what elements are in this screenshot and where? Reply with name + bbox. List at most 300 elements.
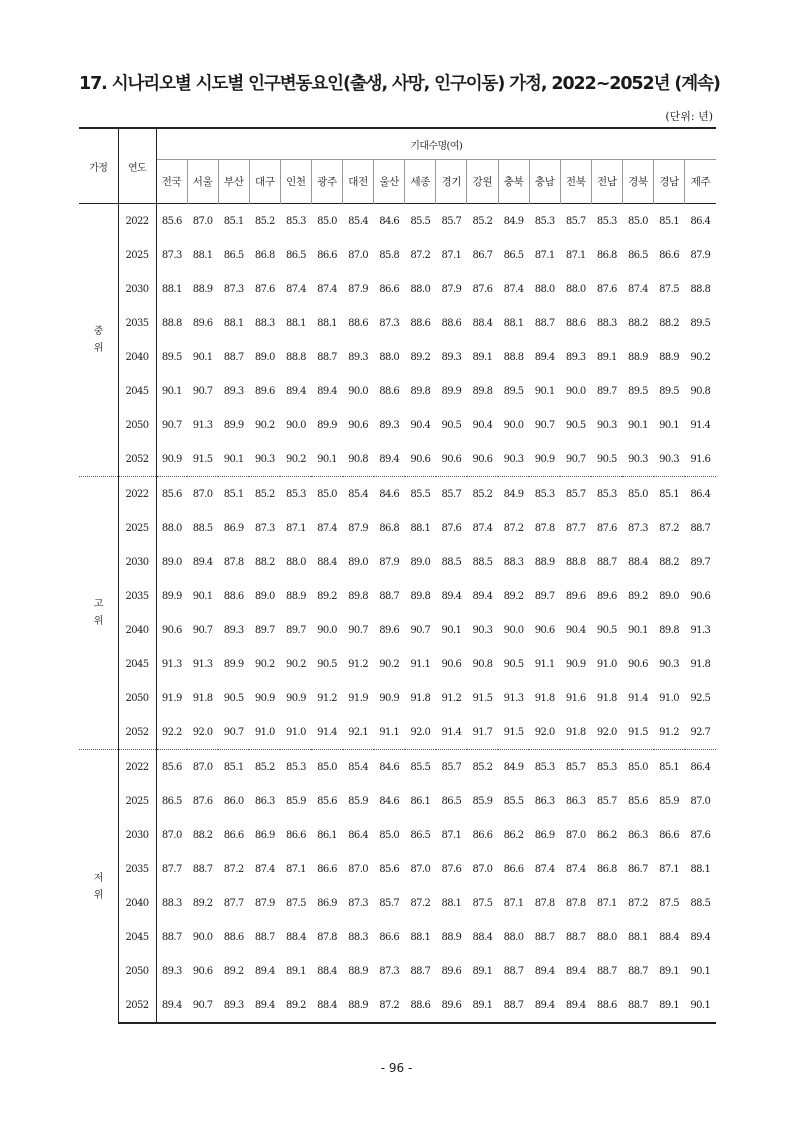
value-cell: 90.9 [254, 692, 275, 704]
value-cell: 89.4 [192, 556, 213, 568]
year-cell: 2030 [118, 545, 156, 579]
value-cell: 90.8 [472, 658, 493, 670]
value-cell: 91.4 [690, 419, 711, 431]
value-cell: 87.7 [565, 522, 586, 534]
value-cell: 91.1 [534, 658, 555, 670]
value-cell: 87.1 [441, 249, 462, 261]
value-cell: 86.5 [441, 795, 462, 807]
table-row [79, 204, 716, 239]
value-cell: 87.6 [441, 522, 462, 534]
value-cell: 88.7 [628, 965, 648, 977]
table-row [79, 715, 716, 750]
year-cell: 2022 [118, 477, 156, 512]
year-cell: 2040 [118, 613, 156, 647]
value-cell: 90.5 [596, 624, 617, 636]
value-cell: 85.2 [249, 477, 280, 512]
value-cell: 86.3 [254, 795, 275, 807]
table-row [79, 818, 716, 852]
region-header: 경북 [622, 160, 653, 204]
value-cell: 89.7 [534, 590, 555, 602]
scenario-label-char: 위 [93, 343, 103, 354]
value-cell: 91.8 [192, 692, 213, 704]
value-cell: 88.0 [596, 931, 617, 943]
value-cell: 85.0 [379, 829, 400, 841]
value-cell: 90.1 [223, 453, 244, 465]
value-cell: 86.9 [254, 829, 275, 841]
value-cell: 89.3 [441, 351, 462, 363]
value-cell: 87.2 [223, 863, 244, 875]
value-cell: 88.1 [285, 317, 306, 329]
value-cell: 90.6 [410, 453, 431, 465]
value-cell: 88.4 [472, 317, 493, 329]
value-cell: 88.6 [223, 590, 244, 602]
value-cell: 91.2 [659, 726, 679, 738]
year-cell: 2050 [118, 408, 156, 442]
value-cell: 86.8 [379, 522, 400, 534]
value-cell: 91.8 [690, 658, 711, 670]
value-cell: 90.3 [659, 453, 679, 465]
value-cell: 92.5 [690, 692, 711, 704]
value-cell: 87.2 [628, 897, 648, 909]
table-row [79, 750, 716, 785]
value-cell: 87.0 [472, 863, 493, 875]
unit-label: (단위: 년) [665, 110, 713, 123]
table-row [79, 920, 716, 954]
value-cell: 85.7 [441, 215, 462, 227]
value-cell: 91.9 [161, 692, 182, 704]
value-cell: 87.9 [690, 249, 711, 261]
value-cell: 85.9 [285, 795, 306, 807]
value-cell: 89.9 [317, 419, 337, 431]
value-cell: 89.4 [560, 988, 591, 1023]
value-cell: 88.9 [659, 351, 679, 363]
value-cell: 87.4 [317, 283, 337, 295]
value-cell: 89.9 [161, 590, 182, 602]
value-cell: 88.5 [690, 897, 711, 909]
value-cell: 87.1 [565, 249, 586, 261]
region-header: 전국 [161, 176, 182, 188]
value-cell: 89.4 [529, 988, 560, 1023]
value-cell: 85.2 [249, 750, 280, 785]
value-cell: 90.9 [379, 692, 400, 704]
value-cell: 88.1 [192, 249, 213, 261]
year-cell: 2030 [118, 272, 156, 306]
value-cell: 86.5 [628, 249, 648, 261]
value-cell: 91.3 [192, 419, 213, 431]
value-cell: 91.8 [534, 692, 555, 704]
year-cell: 2022 [118, 204, 156, 239]
value-cell: 85.3 [534, 215, 555, 227]
year-cell: 2035 [118, 852, 156, 886]
value-cell: 85.7 [436, 477, 467, 512]
value-cell: 88.7 [534, 317, 555, 329]
value-cell: 89.2 [192, 897, 213, 909]
value-cell: 91.2 [441, 692, 462, 704]
value-cell: 86.1 [410, 795, 431, 807]
value-cell: 86.5 [503, 249, 524, 261]
value-cell: 88.4 [311, 988, 342, 1023]
value-cell: 86.9 [534, 829, 555, 841]
table-row [79, 272, 716, 306]
region-header: 강원 [467, 160, 498, 204]
value-cell: 88.9 [192, 283, 213, 295]
value-cell: 90.0 [348, 385, 369, 397]
value-cell: 89.4 [156, 988, 187, 1023]
value-cell: 87.3 [379, 317, 400, 329]
value-cell: 89.4 [317, 385, 337, 397]
value-cell: 87.3 [254, 522, 275, 534]
value-cell: 88.6 [348, 317, 369, 329]
value-cell: 90.3 [596, 419, 617, 431]
value-cell: 88.2 [659, 556, 679, 568]
value-cell: 88.1 [690, 863, 711, 875]
value-cell: 85.7 [560, 750, 591, 785]
value-cell: 88.7 [161, 931, 182, 943]
value-cell: 89.4 [472, 590, 493, 602]
value-cell: 90.6 [441, 658, 462, 670]
year-cell: 2052 [118, 715, 156, 750]
value-cell: 85.3 [285, 215, 306, 227]
value-cell: 89.0 [410, 556, 431, 568]
value-cell: 89.2 [280, 988, 311, 1023]
year-cell: 2040 [118, 886, 156, 920]
value-cell: 85.1 [218, 750, 249, 785]
value-cell: 85.6 [317, 795, 337, 807]
value-cell: 85.4 [343, 477, 374, 512]
value-cell: 89.4 [254, 965, 275, 977]
value-cell: 87.0 [690, 795, 711, 807]
value-cell: 85.1 [218, 477, 249, 512]
value-cell: 90.5 [565, 419, 586, 431]
value-cell: 92.0 [192, 726, 213, 738]
value-cell: 87.9 [441, 283, 462, 295]
value-cell: 90.3 [628, 453, 648, 465]
value-cell: 87.9 [348, 283, 369, 295]
value-cell: 90.6 [161, 624, 182, 636]
value-cell: 90.2 [285, 453, 306, 465]
value-cell: 85.9 [659, 795, 679, 807]
value-cell: 88.7 [498, 988, 529, 1023]
value-cell: 85.7 [379, 897, 400, 909]
value-cell: 87.0 [410, 863, 431, 875]
value-cell: 88.1 [410, 931, 431, 943]
value-cell: 89.9 [223, 658, 244, 670]
value-cell: 86.6 [317, 863, 337, 875]
value-cell: 85.7 [565, 215, 586, 227]
value-cell: 89.3 [379, 419, 400, 431]
value-cell: 91.9 [348, 692, 369, 704]
value-cell: 86.6 [379, 931, 400, 943]
value-cell: 91.7 [472, 726, 493, 738]
value-cell: 85.6 [379, 863, 400, 875]
value-cell: 90.2 [254, 658, 275, 670]
table-row [79, 477, 716, 512]
value-cell: 88.1 [161, 283, 182, 295]
year-cell: 2035 [118, 306, 156, 340]
value-cell: 88.0 [161, 522, 182, 534]
value-cell: 87.4 [534, 863, 555, 875]
value-cell: 86.5 [223, 249, 244, 261]
value-cell: 89.6 [379, 624, 400, 636]
value-cell: 87.3 [223, 283, 244, 295]
value-cell: 89.2 [503, 590, 524, 602]
value-cell: 90.0 [503, 624, 524, 636]
value-cell: 90.1 [690, 965, 711, 977]
value-cell: 90.9 [565, 658, 586, 670]
value-cell: 84.6 [379, 215, 400, 227]
year-cell: 2040 [118, 340, 156, 374]
value-cell: 84.6 [374, 750, 405, 785]
value-cell: 85.3 [280, 750, 311, 785]
region-header: 서울 [187, 160, 218, 204]
value-cell: 90.0 [192, 931, 213, 943]
value-cell: 86.2 [503, 829, 524, 841]
value-cell: 86.5 [410, 829, 431, 841]
value-cell: 89.1 [596, 351, 617, 363]
value-cell: 90.1 [685, 988, 716, 1023]
value-cell: 85.1 [223, 215, 244, 227]
value-cell: 85.1 [659, 215, 679, 227]
value-cell: 89.9 [223, 419, 244, 431]
value-cell: 88.7 [596, 965, 617, 977]
value-cell: 87.4 [565, 863, 586, 875]
scenario-label-char: 위 [93, 889, 103, 901]
value-cell: 87.1 [534, 249, 555, 261]
value-cell: 90.6 [472, 453, 493, 465]
value-cell: 89.1 [467, 988, 498, 1023]
value-cell: 85.9 [472, 795, 493, 807]
table-row [79, 784, 716, 818]
value-cell: 88.7 [410, 965, 431, 977]
value-cell: 87.6 [192, 795, 213, 807]
value-cell: 88.4 [628, 556, 648, 568]
value-cell: 89.5 [659, 385, 679, 397]
value-cell: 85.0 [622, 477, 653, 512]
value-cell: 91.0 [254, 726, 275, 738]
region-header: 제주 [685, 160, 716, 204]
value-cell: 85.3 [596, 215, 617, 227]
value-cell: 87.4 [285, 283, 306, 295]
value-cell: 85.4 [348, 215, 369, 227]
value-cell: 91.8 [565, 726, 586, 738]
value-cell: 91.0 [596, 658, 617, 670]
value-cell: 89.4 [690, 931, 711, 943]
value-cell: 85.5 [410, 215, 431, 227]
region-header: 전남 [591, 160, 622, 204]
value-cell: 85.6 [161, 215, 182, 227]
value-cell: 90.1 [161, 385, 182, 397]
value-cell: 85.9 [348, 795, 369, 807]
value-cell: 90.7 [348, 624, 369, 636]
value-cell: 84.9 [498, 750, 529, 785]
value-cell: 89.8 [472, 385, 493, 397]
value-cell: 87.6 [441, 863, 462, 875]
value-cell: 89.8 [410, 590, 431, 602]
value-cell: 89.0 [254, 590, 275, 602]
value-cell: 90.7 [192, 624, 213, 636]
value-cell: 88.2 [192, 829, 213, 841]
value-cell: 90.1 [192, 351, 213, 363]
value-cell: 89.4 [249, 988, 280, 1023]
region-header: 울산 [374, 160, 405, 204]
value-cell: 88.3 [503, 556, 524, 568]
value-cell: 88.9 [285, 590, 306, 602]
year-cell: 2022 [118, 750, 156, 785]
value-cell: 87.3 [161, 249, 182, 261]
value-cell: 87.3 [348, 897, 369, 909]
value-cell: 91.2 [348, 658, 369, 670]
region-header: 경기 [436, 160, 467, 204]
value-cell: 85.3 [591, 477, 622, 512]
value-cell: 90.5 [596, 453, 617, 465]
value-cell: 88.5 [192, 522, 213, 534]
value-cell: 90.0 [503, 419, 524, 431]
value-cell: 85.1 [654, 477, 685, 512]
value-cell: 88.4 [472, 931, 493, 943]
year-cell: 2045 [118, 647, 156, 681]
table-row [79, 306, 716, 340]
value-cell: 88.8 [690, 283, 711, 295]
value-cell: 84.6 [379, 795, 400, 807]
page-title: 17. 시나리오별 시도별 인구변동요인(출생, 사망, 인구이동) 가정, 2022~2052년 (계속) [79, 74, 720, 94]
value-cell: 90.7 [410, 624, 431, 636]
value-cell: 90.9 [285, 692, 306, 704]
value-cell: 87.8 [534, 522, 555, 534]
value-cell: 87.9 [254, 897, 275, 909]
value-cell: 87.1 [285, 522, 306, 534]
value-cell: 85.5 [405, 750, 436, 785]
region-header: 경남 [654, 160, 685, 204]
value-cell: 90.0 [565, 385, 586, 397]
value-cell: 84.9 [503, 215, 524, 227]
value-cell: 86.8 [596, 249, 617, 261]
value-cell: 89.3 [218, 988, 249, 1023]
value-cell: 85.2 [472, 215, 493, 227]
value-cell: 88.2 [628, 317, 648, 329]
year-cell: 2030 [118, 818, 156, 852]
value-cell: 90.7 [223, 726, 244, 738]
value-cell: 88.7 [596, 556, 617, 568]
value-cell: 88.1 [628, 931, 648, 943]
value-cell: 88.7 [254, 931, 275, 943]
value-cell: 89.1 [654, 988, 685, 1023]
value-cell: 87.4 [472, 522, 493, 534]
value-cell: 91.5 [472, 692, 493, 704]
value-cell: 85.8 [379, 249, 400, 261]
value-cell: 87.4 [254, 863, 275, 875]
value-cell: 88.6 [379, 385, 400, 397]
value-cell: 85.0 [311, 477, 342, 512]
value-cell: 89.2 [223, 965, 244, 977]
value-cell: 90.1 [628, 419, 648, 431]
value-cell: 89.6 [565, 590, 586, 602]
value-cell: 87.2 [503, 522, 524, 534]
value-cell: 87.9 [348, 522, 369, 534]
value-cell: 87.7 [223, 897, 244, 909]
value-cell: 85.3 [529, 477, 560, 512]
region-header: 충북 [498, 160, 529, 204]
value-cell: 90.1 [659, 419, 679, 431]
table-row [79, 613, 716, 647]
value-cell: 87.1 [285, 863, 306, 875]
value-cell: 88.9 [534, 556, 555, 568]
value-cell: 87.0 [348, 863, 369, 875]
value-cell: 88.8 [161, 317, 182, 329]
value-cell: 86.3 [628, 829, 648, 841]
value-cell: 91.5 [503, 726, 524, 738]
table-row [79, 408, 716, 442]
life-expectancy-table [79, 127, 716, 1024]
value-cell: 85.3 [529, 750, 560, 785]
value-cell: 87.8 [223, 556, 244, 568]
value-cell: 88.6 [565, 317, 586, 329]
value-cell: 90.8 [348, 453, 369, 465]
value-cell: 87.5 [285, 897, 306, 909]
value-cell: 90.6 [690, 590, 711, 602]
region-header: 전북 [560, 160, 591, 204]
value-cell: 86.6 [659, 249, 679, 261]
value-cell: 91.4 [441, 726, 462, 738]
value-cell: 88.8 [285, 351, 306, 363]
table-row [79, 340, 716, 374]
table-row [79, 511, 716, 545]
value-cell: 89.3 [223, 385, 244, 397]
value-cell: 87.2 [410, 897, 431, 909]
value-cell: 90.1 [441, 624, 462, 636]
value-cell: 91.0 [285, 726, 306, 738]
value-cell: 90.5 [223, 692, 244, 704]
year-cell: 2025 [118, 784, 156, 818]
value-cell: 85.1 [654, 750, 685, 785]
value-cell: 89.5 [161, 351, 182, 363]
value-cell: 87.6 [596, 283, 617, 295]
value-cell: 87.9 [379, 556, 400, 568]
value-cell: 86.6 [472, 829, 493, 841]
value-cell: 88.9 [348, 965, 369, 977]
value-cell: 89.4 [379, 453, 400, 465]
value-cell: 90.8 [690, 385, 711, 397]
value-cell: 88.9 [628, 351, 648, 363]
value-cell: 89.2 [628, 590, 648, 602]
value-cell: 90.2 [285, 658, 306, 670]
value-cell: 88.0 [534, 283, 555, 295]
value-cell: 88.4 [317, 965, 337, 977]
value-cell: 88.4 [659, 931, 679, 943]
value-cell: 91.4 [628, 692, 648, 704]
value-cell: 86.6 [379, 283, 400, 295]
value-cell: 88.7 [192, 863, 213, 875]
value-cell: 87.7 [161, 863, 182, 875]
value-cell: 91.3 [690, 624, 711, 636]
value-cell: 92.7 [690, 726, 711, 738]
value-cell: 86.4 [685, 750, 716, 785]
value-cell: 90.7 [161, 419, 182, 431]
year-cell: 2050 [118, 681, 156, 715]
value-cell: 88.4 [317, 556, 337, 568]
value-cell: 88.8 [565, 556, 586, 568]
value-cell: 90.2 [379, 658, 400, 670]
value-cell: 90.7 [187, 988, 218, 1023]
value-cell: 90.6 [534, 624, 555, 636]
value-cell: 88.5 [472, 556, 493, 568]
value-cell: 87.2 [659, 522, 679, 534]
value-cell: 86.6 [223, 829, 244, 841]
value-cell: 91.5 [192, 453, 213, 465]
value-cell: 85.7 [596, 795, 617, 807]
value-cell: 88.7 [534, 931, 555, 943]
value-cell: 90.1 [192, 590, 213, 602]
value-cell: 87.6 [690, 829, 711, 841]
